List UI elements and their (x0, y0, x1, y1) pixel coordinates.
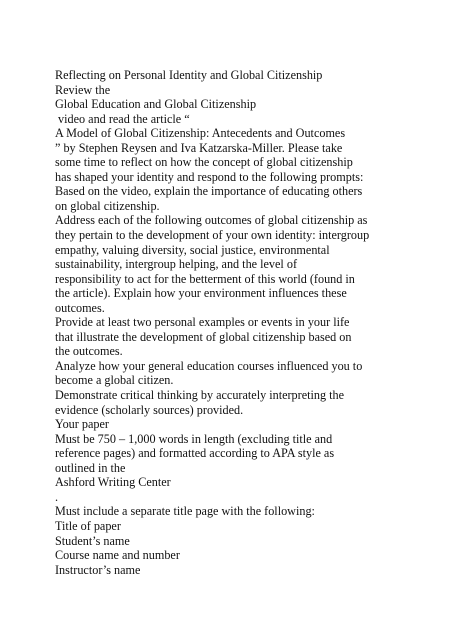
prompt-line: Based on the video, explain the importance of educating others (55, 184, 363, 199)
text-line: on global citizenship. (55, 198, 160, 213)
title-page-item: Student’s name (55, 533, 130, 548)
text-line: reference pages) and formatted according to APA style as (55, 446, 335, 461)
text-line: . (55, 489, 59, 504)
text-line: the outcomes. (55, 344, 123, 359)
title-page-item: Title of paper (55, 518, 121, 533)
text-line: some time to reflect on how the concept of global citizenship (55, 155, 353, 170)
text-line: the article). Explain how your environment influences these (55, 286, 347, 301)
requirement-line: Must include a separate title page with the following: (55, 504, 315, 519)
prompt-line: Demonstrate critical thinking by accurately interpreting the (55, 388, 345, 403)
text-line: evidence (scholarly sources) provided. (55, 402, 244, 417)
title-page-item: Course name and number (55, 548, 180, 563)
text-line: outcomes. (55, 300, 105, 315)
requirement-line: Must be 750 – 1,000 words in length (excluding title and (55, 431, 333, 446)
text-line: video and read the article “ (55, 111, 190, 126)
text-line: ” by Stephen Reysen and Iva Katzarska-Miller. Please take (55, 140, 343, 155)
article-title-line: A Model of Global Citizenship: Antecedents and Outcomes (55, 126, 346, 141)
prompt-line: Address each of the following outcomes of global citizenship as (55, 213, 368, 228)
title-page-item: Instructor’s name (55, 562, 141, 577)
document-title: Reflecting on Personal Identity and Global Citizenship (55, 68, 323, 82)
text-line: that illustrate the development of global citizenship based on (55, 329, 352, 344)
prompt-line: Analyze how your general education courses influenced you to (55, 358, 363, 373)
text-line: sustainability, intergroup helping, and the level of (55, 257, 298, 272)
text-line: become a global citizen. (55, 373, 174, 388)
text-line: empathy, valuing diversity, social justice, environmental (55, 242, 330, 257)
text-line: Review the (55, 82, 111, 97)
text-line: outlined in the (55, 460, 126, 475)
document-body (55, 68, 445, 577)
video-title-line: Global Education and Global Citizenship (55, 97, 257, 112)
prompt-line: Provide at least two personal examples or events in your life (55, 315, 350, 330)
text-line: responsibility to act for the betterment of this world (found in (55, 271, 355, 286)
section-heading: Your paper (55, 417, 109, 432)
text-line: has shaped your identity and respond to the following prompts: (55, 169, 364, 184)
writing-center-line: Ashford Writing Center (55, 475, 171, 490)
text-line: they pertain to the development of your own identity: intergroup (55, 228, 370, 243)
